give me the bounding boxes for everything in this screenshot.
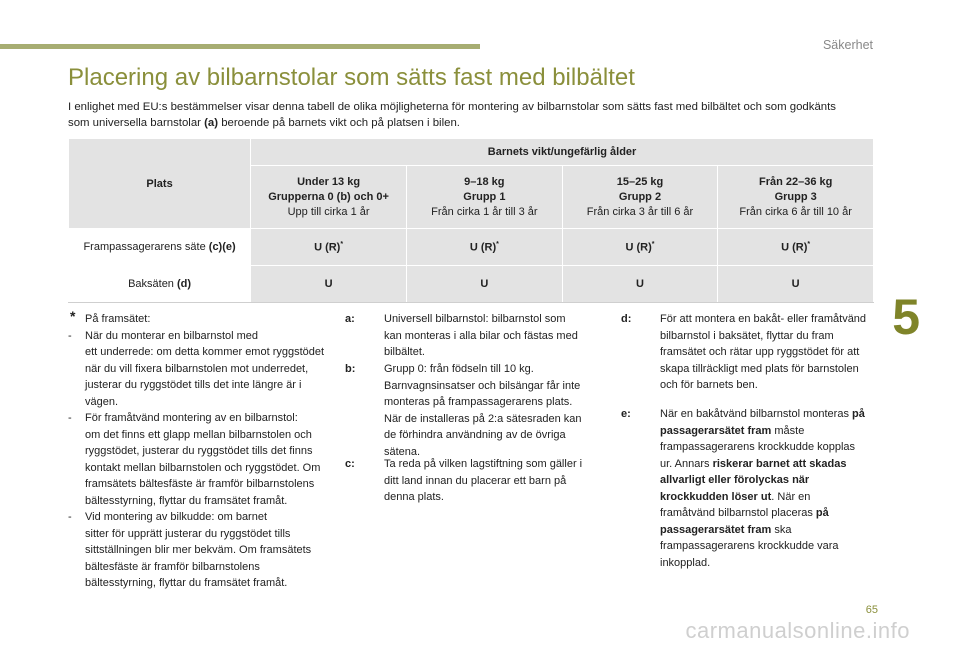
group-column-0 bbox=[251, 166, 407, 229]
cell-value: U (R) bbox=[469, 241, 497, 254]
intro-text-2: beroende på barnets vikt och på platsen i bilen. bbox=[218, 117, 460, 129]
dash-marker: - bbox=[68, 329, 72, 342]
definition-key: a: bbox=[345, 313, 355, 325]
page-title: Placering av bilbarnstolar som sätts fast med bilbältet bbox=[68, 64, 635, 91]
footnote-front-seat bbox=[68, 308, 331, 592]
group-name: Grupp 3 bbox=[774, 190, 817, 203]
definition-key: b: bbox=[345, 363, 356, 375]
group-name: Grupperna 0 (b) och 0+ bbox=[268, 190, 389, 203]
seat-name: Baksäten bbox=[128, 278, 177, 290]
bold-run: riskerar barnet att skadas allvarligt eller förolyckas när krockkudden löser ut bbox=[660, 457, 847, 503]
seat-label bbox=[69, 229, 251, 266]
table-cell bbox=[562, 229, 718, 266]
page-number: 65 bbox=[865, 604, 878, 616]
group-column-3 bbox=[718, 166, 874, 229]
text-run: . När en framåtvänd bilbarnstol placeras bbox=[660, 490, 816, 519]
text-run: När en bakåtvänd bilbarnstol monteras bbox=[660, 408, 852, 420]
table-cell: U bbox=[251, 266, 407, 303]
table-cell bbox=[251, 229, 407, 266]
group-column-2 bbox=[562, 166, 718, 229]
group-age: Från cirka 6 år till 10 år bbox=[739, 205, 852, 218]
footnote-item bbox=[68, 328, 331, 411]
footnote-item-text: sitter för upprätt justerar du ryggstödet tills sittställningen blir mer bekväm. Om framsätets bältesfäste är framför bilbarnstolens bältesstyrning, flyttar du framsätet framåt. bbox=[85, 527, 312, 589]
group-header: Barnets vikt/ungefärlig ålder bbox=[251, 139, 874, 166]
group-name: Grupp 2 bbox=[618, 190, 662, 203]
group-weight: Under 13 kg bbox=[297, 175, 361, 188]
footnote-heading: På framsätet: bbox=[85, 313, 151, 325]
definition-key: c: bbox=[345, 458, 355, 470]
text-run: måste frampassagerarens krockkudde kopplas ur. Annars bbox=[660, 424, 856, 470]
definition-text: För att montera en bakåt- eller framåtvänd bilbarnstol i baksätet, flyttar du fram framsätet och rätar upp ryggstödet för att skapa tillräckligt med plats för barnstolen och för barnets ben. bbox=[660, 313, 867, 391]
table-cell: U bbox=[562, 266, 718, 303]
dash-marker: - bbox=[68, 511, 72, 523]
table-cell: U bbox=[718, 266, 874, 303]
footnote-item-text: ett underrede: om detta kommer emot ryggstödet när du vill fixera bilbarnstolen mot underredet, justerar du ryggstödet tills det inte längre är i vägen. bbox=[85, 346, 325, 408]
definition-key: d: bbox=[621, 313, 632, 325]
group-weight: 15–25 kg bbox=[616, 175, 664, 188]
table-row bbox=[69, 266, 874, 303]
table-cell bbox=[407, 229, 563, 266]
group-age: Upp till cirka 1 år bbox=[287, 205, 370, 218]
seat-code: (c)(e) bbox=[208, 241, 236, 253]
seat-column-header: Plats bbox=[69, 139, 251, 229]
seat-code: (d) bbox=[176, 278, 192, 290]
watermark: carmanualsonline.info bbox=[685, 618, 910, 643]
chapter-number: 5 bbox=[892, 289, 920, 345]
group-column-1 bbox=[407, 166, 563, 229]
header-accent-bar bbox=[0, 44, 480, 49]
definition-key: e: bbox=[621, 408, 631, 420]
bold-run: på passagerarsätet fram bbox=[660, 507, 829, 536]
footnote-item-first-line: När du monterar en bilbarnstol med bbox=[85, 329, 259, 342]
table-row bbox=[69, 229, 874, 266]
group-age: Från cirka 3 år till 6 år bbox=[586, 205, 694, 218]
seat-label bbox=[69, 266, 251, 303]
text-run: ska frampassagerarens krockkudde vara inkopplad. bbox=[660, 523, 839, 569]
definition-text: Grupp 0: från födseln till 10 kg. Barnvagnsinsatser och bilsängar får inte monteras på frampassagerarens plats. När de installeras på 2:a sätesraden kan de förhindra användning av de övriga sätena. bbox=[384, 363, 582, 458]
cell-mark: * bbox=[807, 240, 811, 248]
definition-text bbox=[660, 406, 868, 571]
group-weight: 9–18 kg bbox=[464, 175, 505, 188]
definition-text: Ta reda på vilken lagstiftning som gäller i ditt land innan du placerar ett barn på denna plats. bbox=[384, 458, 583, 503]
cell-mark: * bbox=[496, 240, 499, 248]
cell-value: U (R) bbox=[625, 241, 652, 254]
child-seat-table bbox=[68, 138, 874, 303]
group-age: Från cirka 1 år till 3 år bbox=[431, 205, 538, 218]
cell-mark: * bbox=[651, 240, 655, 248]
table-cell: U bbox=[407, 266, 563, 303]
cell-mark: * bbox=[340, 240, 344, 248]
footnote-star: * bbox=[70, 308, 76, 324]
cell-value: U (R) bbox=[314, 241, 341, 254]
intro-paragraph bbox=[68, 99, 848, 131]
footnote-item bbox=[68, 509, 331, 592]
seat-name: Frampassagerarens säte bbox=[83, 241, 209, 253]
definition-a bbox=[345, 311, 585, 358]
group-weight: Från 22–36 kg bbox=[758, 175, 833, 188]
footnote-item-first-line: Vid montering av bilkudde: om barnet bbox=[85, 511, 268, 523]
dash-marker: - bbox=[68, 412, 72, 424]
intro-bold: (a) bbox=[204, 117, 219, 129]
cell-value: U (R) bbox=[781, 241, 808, 254]
group-name: Grupp 1 bbox=[463, 190, 506, 203]
footnote-item-first-line: För framåtvänd montering av en bilbarnstol: bbox=[85, 412, 298, 424]
footnote-item-text: om det finns ett glapp mellan bilbarnstolen och ryggstödet, justerar du ryggstödet tills det finns kontakt mellan bilbarnstolen och ryggstödet. Om framsätets bältesfäste är framför bilbarnstolens bältesstyrning, flyttar du framsätet framåt. bbox=[85, 428, 321, 507]
bold-run: på passagerarsätet fram bbox=[660, 408, 865, 437]
table-cell bbox=[718, 229, 874, 266]
definition-text: Universell bilbarnstol: bilbarnstol som kan monteras i alla bilar och fästas med bilbältet. bbox=[384, 313, 578, 358]
footnote-item bbox=[68, 410, 331, 509]
intro-text-1: I enlighet med EU:s bestämmelser visar denna tabell de olika möjligheterna för montering av bilbarnstolar som sätts fast med bilbältet och som godkänts som universella barnstolar bbox=[68, 101, 836, 129]
section-title: Säkerhet bbox=[822, 38, 873, 52]
